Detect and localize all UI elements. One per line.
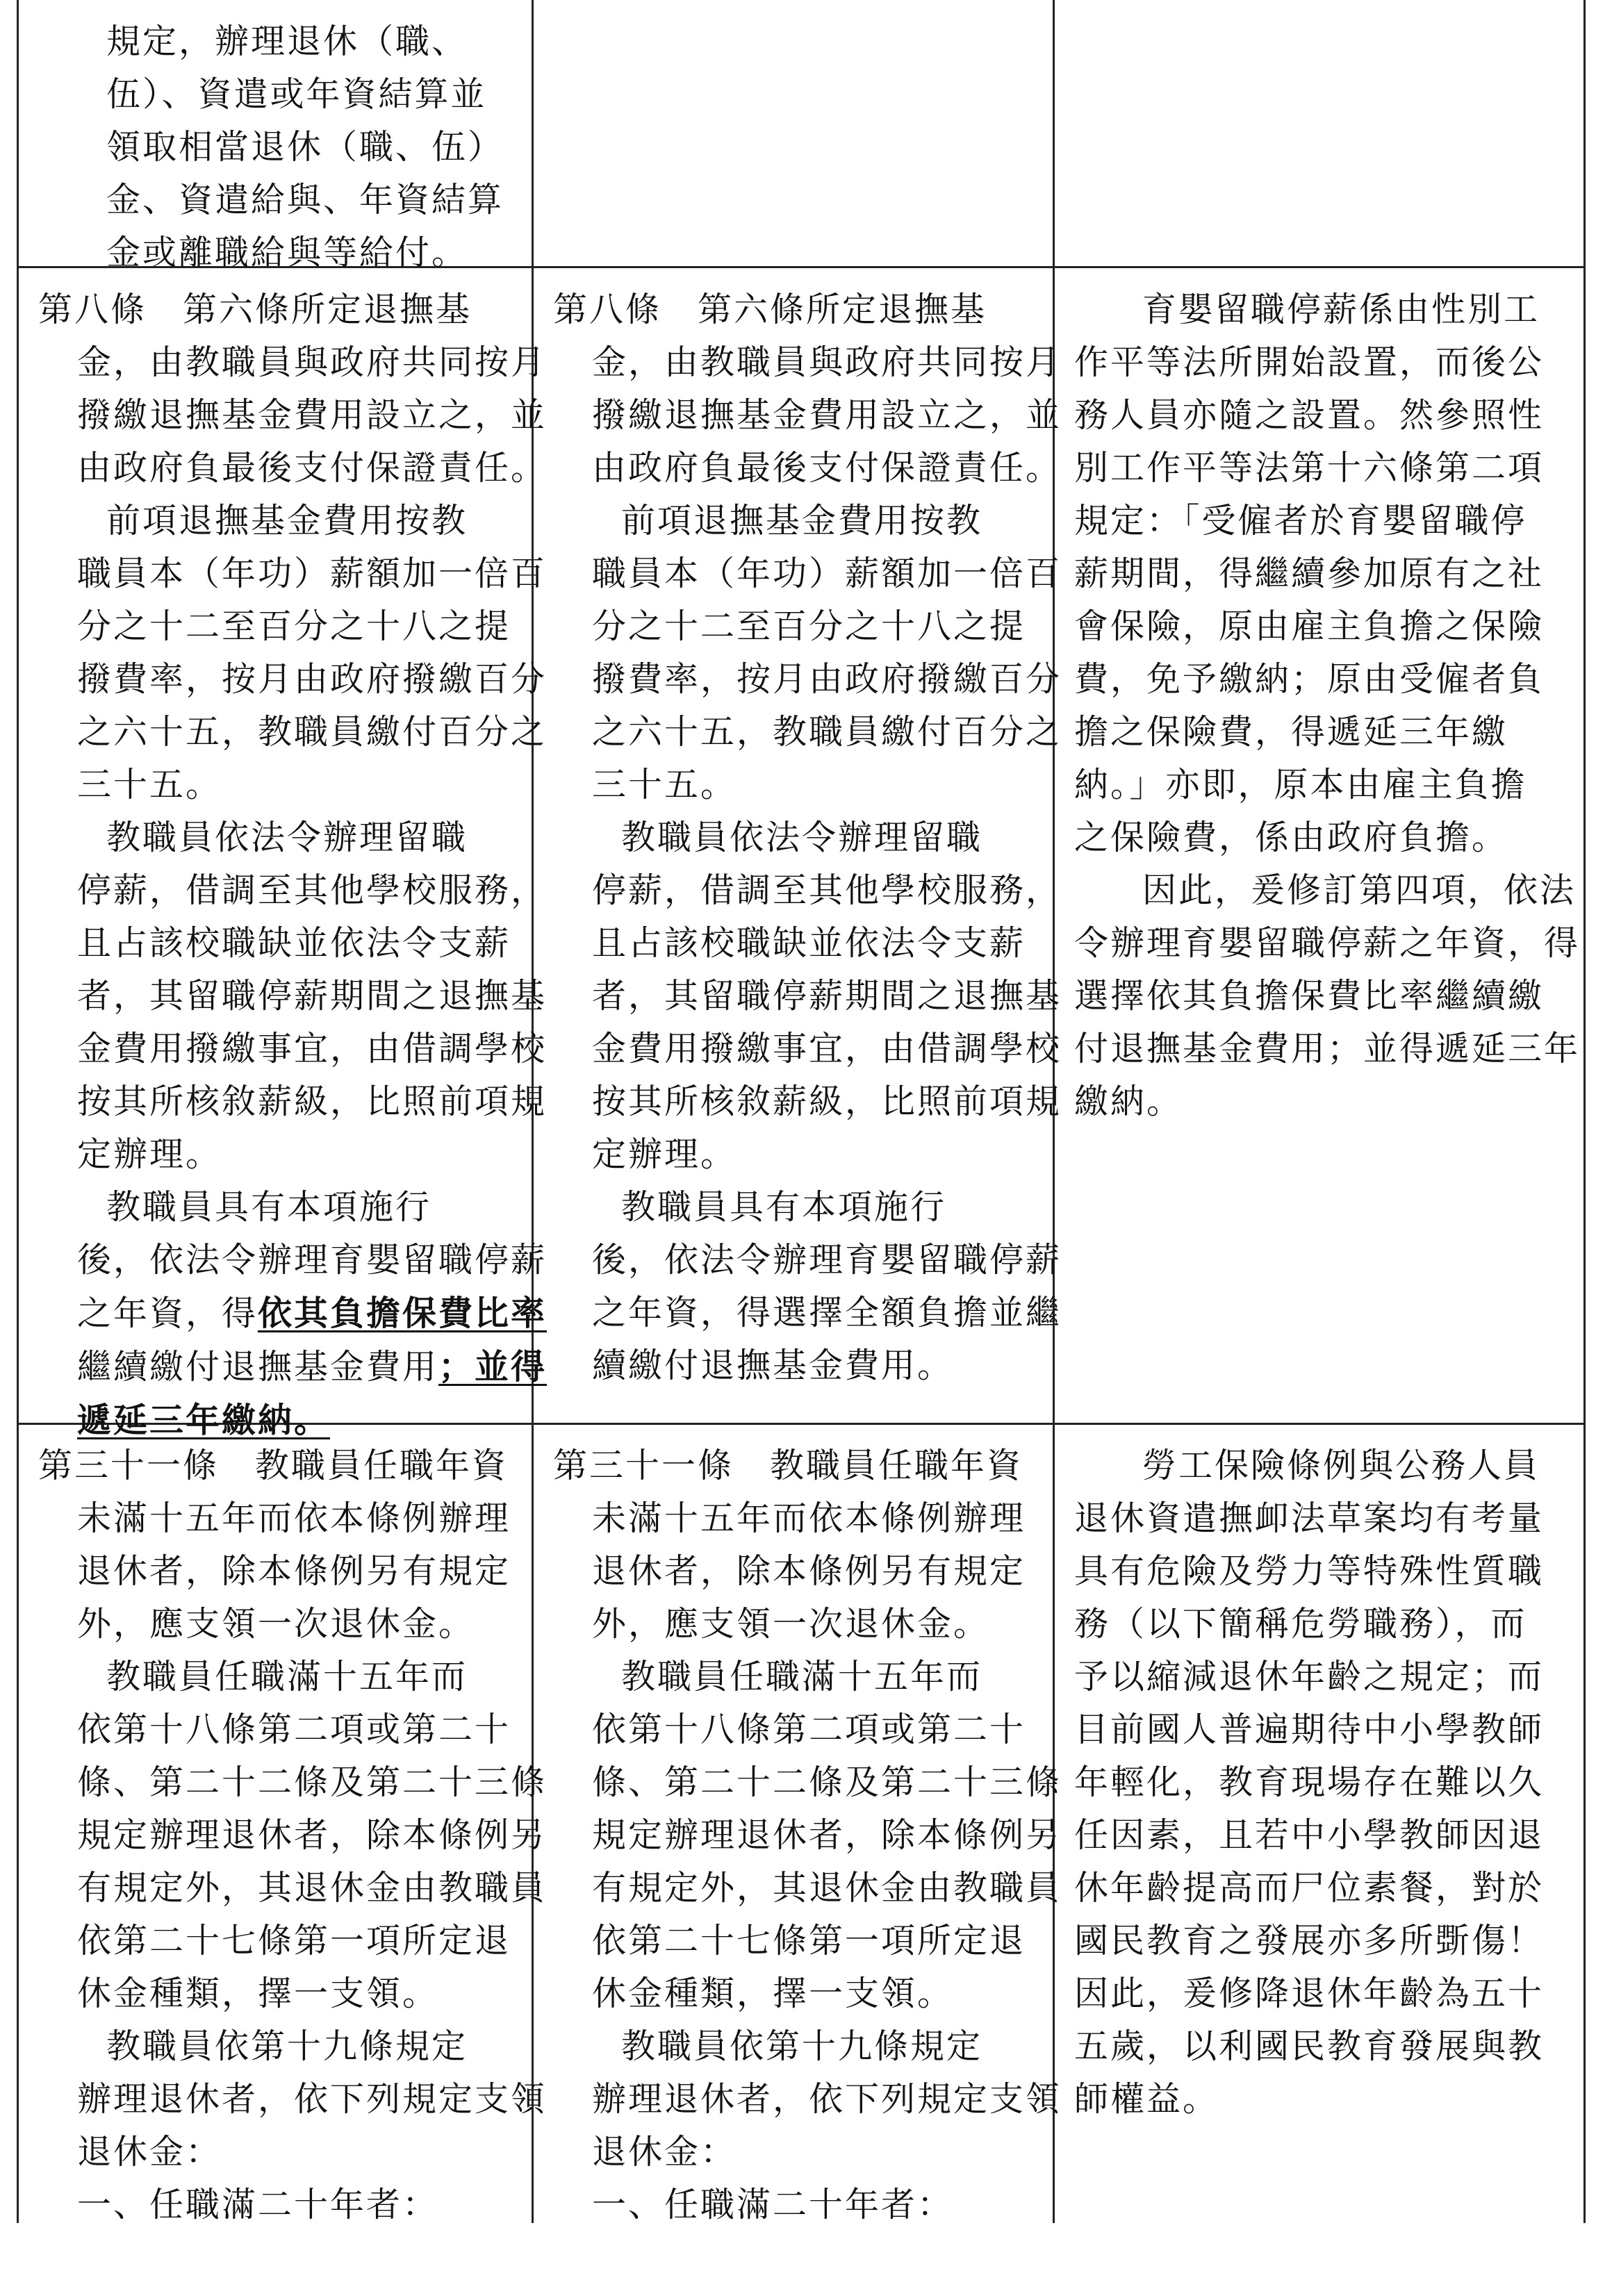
article31-proposed-text: 第三十一條 教職員任職年資 未滿十五年而依本條例辦理 退休者，除本條例另有規定 外，應支領一次退休金。 教職員任職滿十五年而 依第十八條第二項或第二十 條、第二十二條及第二十三條 規定辦理退休者，除本條例另 有規定外，其退休金由教職員 依第二十七條第一項所定退 休金種類，擇一支領。 教職員依第十九條規定 辦理退休者，依下列規定支領 退休金： 一、任職滿二十年者： [38,1446,548,2224]
amendment-underline: 依其負擔保費比率 [258,1293,548,1333]
article8-explanation: 育嬰留職停薪係由性別工 作平等法所開始設置，而後公 務人員亦隨之設置。然參照性 別工作平等法第十六條第二項 規定：「受僱者於育嬰留職停 薪期間，得繼續參加原有之社 會保險，原由雇主負擔之保險 費，免予繳納；原由受僱者負 擔之保險費，得遞延三年繳 納。」亦即，原本由雇主負擔 之保險費，係由政府負擔。 因此，爰修訂第四項，依法 令辦理育嬰留職停薪之年資，得 選擇依其負擔保費比率繼續繳 付退撫基金費用；並得遞延三年 繳納。 [1074,290,1581,1121]
article31-explanation: 勞工保險條例與公務人員 退休資遣撫卹法草案均有考量 具有危險及勞力等特殊性質職 務（以下簡稱危勞職務），而 予以縮減退休年齡之規定；而 目前國人普遍期待中小學教師 年輕化，教育現場存在難以久 任因素，且若中小學教師因退 休年齡提高而尸位素餐，對於 國民教育之發展亦多所斲傷！ 因此，爰修降退休年齡為五十 五歲，以利國民教育發展與教 師權益。 [1074,1446,1545,2119]
row1-current-text: 規定，辦理退休（職、 伍）、資遣或年資結算並 領取相當退休（職、伍） 金、資遣給與、年資結算 金或離職給與等給付。 [106,22,504,272]
comparison-table [17,0,1586,2223]
amendment-underline: ；並得 [438,1346,548,1387]
amendment-underline: 遞延三年繳納。 [77,1400,331,1440]
article31-current-text: 第三十一條 教職員任職年資 未滿十五年而依本條例辦理 退休者，除本條例另有規定 外，應支領一次退休金。 教職員任職滿十五年而 依第十八條第二項或第二十 條、第二十二條及第二十三條 規定辦理退休者，除本條例另 有規定外，其退休金由教職員 依第二十七條第一項所定退 休金種類，擇一支領。 教職員依第十九條規定 辦理退休者，依下列規定支領 退休金： 一、任職滿二十年者： [553,1446,1062,2224]
article8-current-text: 第八條 第六條所定退撫基 金，由教職員與政府共同按月 撥繳退撫基金費用設立之，並 由政府負最後支付保證責任。 前項退撫基金費用按教 職員本（年功）薪額加一倍百 分之十二至百分之十八之提 撥費率，按月由政府撥繳百分 之六十五，教職員繳付百分之 三十五。 教職員依法令辦理留職 停薪，借調至其他學校服務， 且占該校職缺並依法令支薪 者，其留職停薪期間之退撫基 金費用撥繳事宜，由借調學校 按其所核敘薪級，比照前項規 定辦理。 教職員具有本項施行 後，依法令辦理育嬰留職停薪 之年資，得選擇全額負擔並繼 續繳付退撫基金費用。 [553,290,1062,1385]
article8-proposed-text: 第八條 第六條所定退撫基 金，由教職員與政府共同按月 撥繳退撫基金費用設立之，並 由政府負最後支付保證責任。 前項退撫基金費用按教 職員本（年功）薪額加一倍百 分之十二至百分之十八之提 撥費率，按月由政府撥繳百分 之六十五，教職員繳付百分之 三十五。 教職員依法令辦理留職 停薪，借調至其他學校服務， 且占該校職缺並依法令支薪 者，其留職停薪期間之退撫基 金費用撥繳事宜，由借調學校 按其所核敘薪級，比照前項規 定辦理。 教職員具有本項施行 後，依法令辦理育嬰留職停薪 之年資，得依其負擔保費比率 繼續繳付退撫基金費用；並得 遞延三年繳納。 [38,290,548,1440]
